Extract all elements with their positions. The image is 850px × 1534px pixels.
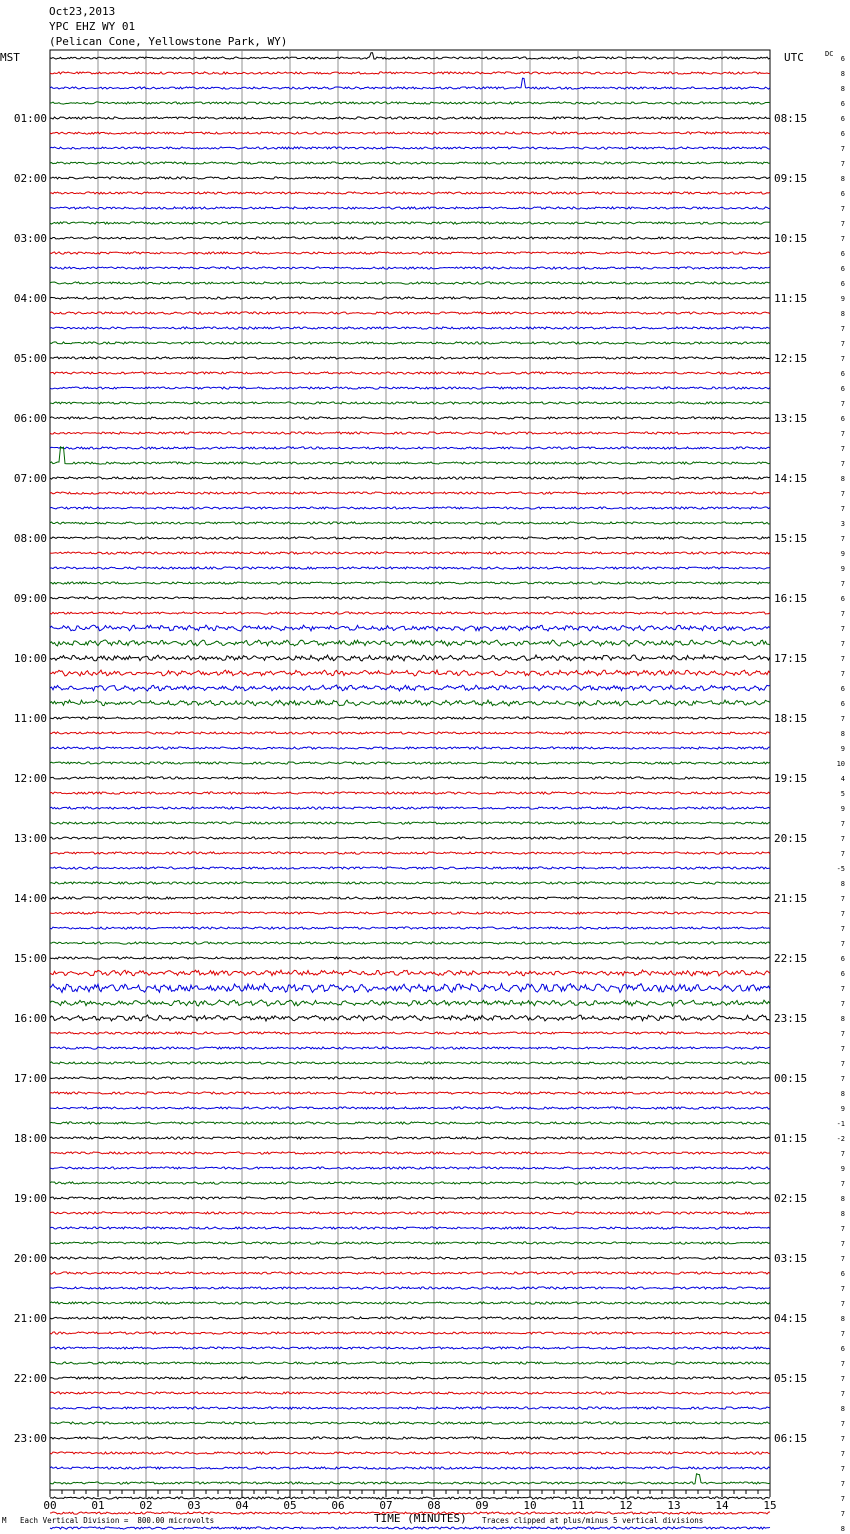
x-tick-label: 12 xyxy=(619,1499,633,1512)
dc-offset-value: 7 xyxy=(840,1150,845,1158)
dc-offset-value: 7 xyxy=(840,1465,845,1473)
dc-offset-value: 7 xyxy=(840,1420,845,1428)
right-hour-label: 22:15 xyxy=(774,952,808,965)
clip-note: Traces clipped at plus/minus 5 vertical divisions xyxy=(482,1516,704,1525)
trace-line xyxy=(50,670,770,676)
trace-line xyxy=(50,147,770,149)
dc-offset-value: 7 xyxy=(840,160,845,168)
x-tick-label: 10 xyxy=(523,1499,537,1512)
dc-offset-value: 7 xyxy=(840,610,845,618)
trace-line xyxy=(50,1527,770,1529)
dc-offset-value: 6 xyxy=(840,1270,845,1278)
trace-line xyxy=(50,1092,770,1094)
x-axis xyxy=(43,1490,776,1512)
dc-offset-value: 6 xyxy=(840,55,845,63)
dc-offset-value: 8 xyxy=(840,1405,845,1413)
trace-line xyxy=(50,927,770,929)
trace-line xyxy=(50,537,770,539)
right-hour-label: 16:15 xyxy=(774,592,808,605)
left-hour-label: 20:00 xyxy=(13,1252,47,1265)
dc-offset-value: 7 xyxy=(840,220,845,228)
dc-offset-value: 7 xyxy=(840,445,845,453)
dc-offset-value: 6 xyxy=(840,265,845,273)
trace-line xyxy=(50,447,770,449)
dc-offset-value: 8 xyxy=(840,310,845,318)
trace-line xyxy=(50,807,770,809)
dc-offset-value: 7 xyxy=(840,1300,845,1308)
dc-offset-value: 7 xyxy=(840,1045,845,1053)
dc-offset-value: 10 xyxy=(836,760,845,768)
x-axis-title: TIME (MINUTES) xyxy=(374,1512,467,1525)
left-hour-label: 11:00 xyxy=(13,712,47,725)
x-tick-label: 04 xyxy=(235,1499,249,1512)
trace-line xyxy=(50,970,770,976)
trace-line xyxy=(50,417,770,419)
trace-line xyxy=(50,777,770,779)
dc-offset-value: 6 xyxy=(840,955,845,963)
x-tick-label: 07 xyxy=(379,1499,393,1512)
x-tick-label: 06 xyxy=(331,1499,345,1512)
right-hour-label: 19:15 xyxy=(774,772,808,785)
trace-group xyxy=(50,53,770,1534)
x-tick-label: 13 xyxy=(667,1499,681,1512)
trace-line xyxy=(50,402,770,404)
left-hour-label: 10:00 xyxy=(13,652,47,665)
right-hour-label: 05:15 xyxy=(774,1372,808,1385)
trace-line xyxy=(50,102,770,104)
trace-line xyxy=(50,852,770,854)
trace-line xyxy=(50,162,770,164)
dc-offset-value: 6 xyxy=(840,385,845,393)
left-hour-label: 18:00 xyxy=(13,1132,47,1145)
right-hour-label: 06:15 xyxy=(774,1432,808,1445)
trace-line xyxy=(50,984,770,993)
dc-offset-value: 7 xyxy=(840,580,845,588)
trace-line xyxy=(50,882,770,884)
trace-line xyxy=(50,1497,770,1499)
trace-line xyxy=(50,1467,770,1469)
left-hour-label: 12:00 xyxy=(13,772,47,785)
dc-offset-value: 7 xyxy=(840,655,845,663)
dc-offset-value: 7 xyxy=(840,1225,845,1233)
right-hour-label: 11:15 xyxy=(774,292,808,305)
trace-line xyxy=(50,762,770,764)
left-hour-label: 14:00 xyxy=(13,892,47,905)
dc-offset-value: 6 xyxy=(840,190,845,198)
right-hour-label: 02:15 xyxy=(774,1192,808,1205)
dc-offset-value: 9 xyxy=(840,1105,845,1113)
trace-line xyxy=(50,837,770,839)
trace-line xyxy=(50,1437,770,1439)
left-hour-label: 21:00 xyxy=(13,1312,47,1325)
trace-line xyxy=(50,117,770,119)
trace-line xyxy=(50,1227,770,1229)
dc-offset-value: 7 xyxy=(840,1435,845,1443)
x-tick-label: 05 xyxy=(283,1499,297,1512)
right-hour-label: 18:15 xyxy=(774,712,808,725)
dc-offset-value: 8 xyxy=(840,1525,845,1533)
trace-line xyxy=(50,252,770,254)
right-hour-label: 15:15 xyxy=(774,532,808,545)
dc-offset-value: 7 xyxy=(840,490,845,498)
dc-offset-value: 7 xyxy=(840,235,845,243)
dc-offset-value: 7 xyxy=(840,460,845,468)
trace-line xyxy=(50,1474,770,1484)
left-hour-label: 09:00 xyxy=(13,592,47,605)
dc-offset-value: 7 xyxy=(840,1480,845,1488)
dc-offset-value: 7 xyxy=(840,985,845,993)
dc-offset-value: 6 xyxy=(840,370,845,378)
trace-line xyxy=(50,1257,770,1259)
dc-offset-value: 7 xyxy=(840,205,845,213)
trace-line xyxy=(50,640,770,646)
dc-offset-value: 7 xyxy=(840,340,845,348)
trace-line xyxy=(50,582,770,584)
trace-line xyxy=(50,1242,770,1244)
right-hour-label: 01:15 xyxy=(774,1132,808,1145)
trace-line xyxy=(50,700,770,706)
dc-offset-value: 6 xyxy=(840,595,845,603)
dc-offset-value: 7 xyxy=(840,1360,845,1368)
dc-offset-value: 8 xyxy=(840,85,845,93)
left-hour-label: 04:00 xyxy=(13,292,47,305)
dc-offset-value: 7 xyxy=(840,1450,845,1458)
trace-line xyxy=(50,1197,770,1199)
trace-line xyxy=(50,567,770,569)
trace-line xyxy=(50,297,770,299)
dc-offset-value: 7 xyxy=(840,1375,845,1383)
dc-offset-value: 8 xyxy=(840,1315,845,1323)
dc-offset-value: 9 xyxy=(840,1165,845,1173)
trace-line xyxy=(50,1062,770,1064)
dc-offset-value: 8 xyxy=(840,70,845,78)
trace-line xyxy=(50,912,770,914)
left-hour-label: 05:00 xyxy=(13,352,47,365)
dc-header-label: DC xyxy=(825,50,834,58)
trace-line xyxy=(50,53,770,59)
dc-offset-value: 8 xyxy=(840,730,845,738)
dc-offset-value: 6 xyxy=(840,970,845,978)
station-location: (Pelican Cone, Yellowstone Park, WY) xyxy=(49,35,288,48)
trace-line xyxy=(50,1047,770,1049)
dc-offset-value: 4 xyxy=(840,775,845,783)
left-hour-label: 08:00 xyxy=(13,532,47,545)
scale-note: Each Vertical Division = 800.00 microvolts xyxy=(20,1516,215,1525)
trace-line xyxy=(50,1392,770,1394)
trace-line xyxy=(50,867,770,869)
left-hour-label: 03:00 xyxy=(13,232,47,245)
right-hour-label: 17:15 xyxy=(774,652,808,665)
right-hour-label: 12:15 xyxy=(774,352,808,365)
trace-line xyxy=(50,222,770,224)
right-hour-label: 10:15 xyxy=(774,232,808,245)
trace-line xyxy=(50,492,770,494)
dc-offset-value: -5 xyxy=(836,865,845,873)
x-tick-label: 02 xyxy=(139,1499,153,1512)
right-hour-label: 23:15 xyxy=(774,1012,808,1025)
right-hour-label: 09:15 xyxy=(774,172,808,185)
trace-line xyxy=(50,655,770,661)
dc-offset-value: 6 xyxy=(840,100,845,108)
dc-offset-value: 9 xyxy=(840,745,845,753)
right-timezone-label: UTC xyxy=(784,51,804,64)
trace-line xyxy=(50,1122,770,1124)
left-hour-label: 17:00 xyxy=(13,1072,47,1085)
corner-mark: M xyxy=(2,1516,7,1525)
left-hour-label: 13:00 xyxy=(13,832,47,845)
dc-offset-value: 7 xyxy=(840,625,845,633)
dc-offset-value: 6 xyxy=(840,115,845,123)
trace-line xyxy=(50,612,770,614)
x-tick-label: 14 xyxy=(715,1499,729,1512)
dc-offset-value: 7 xyxy=(840,355,845,363)
dc-offset-value: 7 xyxy=(840,850,845,858)
trace-line xyxy=(50,78,770,89)
dc-offset-value: 7 xyxy=(840,505,845,513)
x-tick-label: 08 xyxy=(427,1499,441,1512)
x-tick-label: 03 xyxy=(187,1499,201,1512)
trace-line xyxy=(50,1032,770,1034)
trace-line xyxy=(50,1212,770,1214)
trace-line xyxy=(50,1377,770,1379)
right-hour-label: 13:15 xyxy=(774,412,808,425)
dc-offset-value: 7 xyxy=(840,325,845,333)
plot-date: Oct23,2013 xyxy=(49,5,116,18)
dc-offset-value: 6 xyxy=(840,685,845,693)
dc-offset-value: 7 xyxy=(840,940,845,948)
x-tick-label: 01 xyxy=(91,1499,105,1512)
x-tick-label: 00 xyxy=(43,1499,57,1512)
trace-line xyxy=(50,1152,770,1154)
trace-line xyxy=(50,72,770,74)
right-hour-label: 08:15 xyxy=(774,112,808,125)
trace-line xyxy=(50,207,770,209)
trace-line xyxy=(50,1347,770,1349)
dc-offset-value: 7 xyxy=(840,925,845,933)
dc-offset-value: 7 xyxy=(840,535,845,543)
dc-offset-value: 7 xyxy=(840,1180,845,1188)
trace-line xyxy=(50,942,770,944)
left-hour-label: 15:00 xyxy=(13,952,47,965)
dc-offset-value: 7 xyxy=(840,1030,845,1038)
trace-line xyxy=(50,1317,770,1319)
right-hour-label: 03:15 xyxy=(774,1252,808,1265)
left-hour-label: 16:00 xyxy=(13,1012,47,1025)
dc-offset-value: 8 xyxy=(840,880,845,888)
right-hour-label: 00:15 xyxy=(774,1072,808,1085)
trace-line xyxy=(50,1015,770,1021)
dc-offset-value: 8 xyxy=(840,1210,845,1218)
trace-line xyxy=(50,1137,770,1139)
trace-line xyxy=(50,1287,770,1289)
x-tick-label: 11 xyxy=(571,1499,585,1512)
left-hour-label: 07:00 xyxy=(13,472,47,485)
dc-offset-value: 7 xyxy=(840,1075,845,1083)
trace-line xyxy=(50,1077,770,1079)
dc-offset-value: 9 xyxy=(840,295,845,303)
trace-line xyxy=(50,1422,770,1424)
left-timezone-label: MST xyxy=(0,51,20,64)
left-hour-label: 02:00 xyxy=(13,172,47,185)
dc-offset-value: 7 xyxy=(840,1255,845,1263)
dc-offset-value: 7 xyxy=(840,895,845,903)
dc-offset-value: 7 xyxy=(840,145,845,153)
trace-line xyxy=(50,132,770,134)
dc-offset-value: 7 xyxy=(840,1330,845,1338)
left-hour-label: 22:00 xyxy=(13,1372,47,1385)
trace-line xyxy=(50,685,770,691)
trace-line xyxy=(50,597,770,599)
dc-offset-value: 6 xyxy=(840,250,845,258)
dc-offset-value: 7 xyxy=(840,1390,845,1398)
dc-offset-value: 7 xyxy=(840,835,845,843)
trace-line xyxy=(50,237,770,239)
dc-offset-value: 7 xyxy=(840,820,845,828)
trace-line xyxy=(50,1332,770,1334)
dc-offset-value: 8 xyxy=(840,175,845,183)
trace-line xyxy=(50,732,770,734)
trace-line xyxy=(50,957,770,959)
trace-line xyxy=(50,1272,770,1274)
trace-line xyxy=(50,1452,770,1454)
trace-line xyxy=(50,1302,770,1304)
dc-offset-value: 8 xyxy=(840,1195,845,1203)
dc-offset-value: 6 xyxy=(840,130,845,138)
trace-line xyxy=(50,1167,770,1169)
trace-line xyxy=(50,447,770,464)
dc-offset-value: 7 xyxy=(840,400,845,408)
dc-offset-value: 7 xyxy=(840,1510,845,1518)
right-hour-label: 04:15 xyxy=(774,1312,808,1325)
dc-offset-value: 7 xyxy=(840,715,845,723)
trace-line xyxy=(50,747,770,749)
left-hour-label: 01:00 xyxy=(13,112,47,125)
trace-line xyxy=(50,372,770,374)
dc-offset-value: 6 xyxy=(840,415,845,423)
dc-offset-value: 9 xyxy=(840,565,845,573)
trace-line xyxy=(50,1182,770,1184)
dc-offset-value: 7 xyxy=(840,430,845,438)
trace-line xyxy=(50,522,770,524)
trace-line xyxy=(50,1362,770,1364)
right-hour-label: 21:15 xyxy=(774,892,808,905)
dc-offset-value: 3 xyxy=(840,520,845,528)
dc-offset-value: 8 xyxy=(840,1090,845,1098)
trace-line xyxy=(50,267,770,269)
station-code: YPC EHZ WY 01 xyxy=(49,20,136,33)
trace-line xyxy=(50,477,770,479)
trace-line xyxy=(50,327,770,329)
dc-offset-value: 6 xyxy=(840,700,845,708)
left-hour-label: 19:00 xyxy=(13,1192,47,1205)
dc-offset-value: 7 xyxy=(840,1495,845,1503)
dc-offset-value: 8 xyxy=(840,1015,845,1023)
trace-line xyxy=(50,1107,770,1109)
trace-line xyxy=(50,177,770,179)
time-labels xyxy=(0,50,845,1534)
trace-line xyxy=(50,822,770,824)
dc-offset-value: 7 xyxy=(840,910,845,918)
dc-offset-value: 8 xyxy=(840,475,845,483)
trace-line xyxy=(50,625,770,631)
x-tick-label: 09 xyxy=(475,1499,489,1512)
dc-offset-value: 9 xyxy=(840,550,845,558)
trace-line xyxy=(50,552,770,554)
trace-line xyxy=(50,192,770,194)
trace-line xyxy=(50,1407,770,1409)
dc-offset-value: 7 xyxy=(840,1060,845,1068)
left-hour-label: 23:00 xyxy=(13,1432,47,1445)
dc-offset-value: 6 xyxy=(840,280,845,288)
trace-line xyxy=(50,342,770,344)
trace-line xyxy=(50,717,770,719)
dc-offset-value: 7 xyxy=(840,1240,845,1248)
dc-offset-value: 7 xyxy=(840,1000,845,1008)
trace-line xyxy=(50,312,770,314)
trace-line xyxy=(50,507,770,509)
left-hour-label: 06:00 xyxy=(13,412,47,425)
trace-line xyxy=(50,432,770,434)
dc-offset-value: 5 xyxy=(840,790,845,798)
right-hour-label: 20:15 xyxy=(774,832,808,845)
trace-line xyxy=(50,387,770,389)
dc-offset-value: -1 xyxy=(836,1120,845,1128)
x-tick-label: 15 xyxy=(763,1499,777,1512)
trace-line xyxy=(50,792,770,794)
trace-line xyxy=(50,897,770,899)
trace-line xyxy=(50,357,770,359)
dc-offset-value: 7 xyxy=(840,1285,845,1293)
trace-line xyxy=(50,1000,770,1006)
dc-offset-value: 7 xyxy=(840,670,845,678)
dc-offset-value: 7 xyxy=(840,640,845,648)
dc-offset-value: -2 xyxy=(836,1135,845,1143)
trace-line xyxy=(50,282,770,284)
right-hour-label: 14:15 xyxy=(774,472,808,485)
dc-offset-value: 6 xyxy=(840,1345,845,1353)
dc-offset-value: 9 xyxy=(840,805,845,813)
